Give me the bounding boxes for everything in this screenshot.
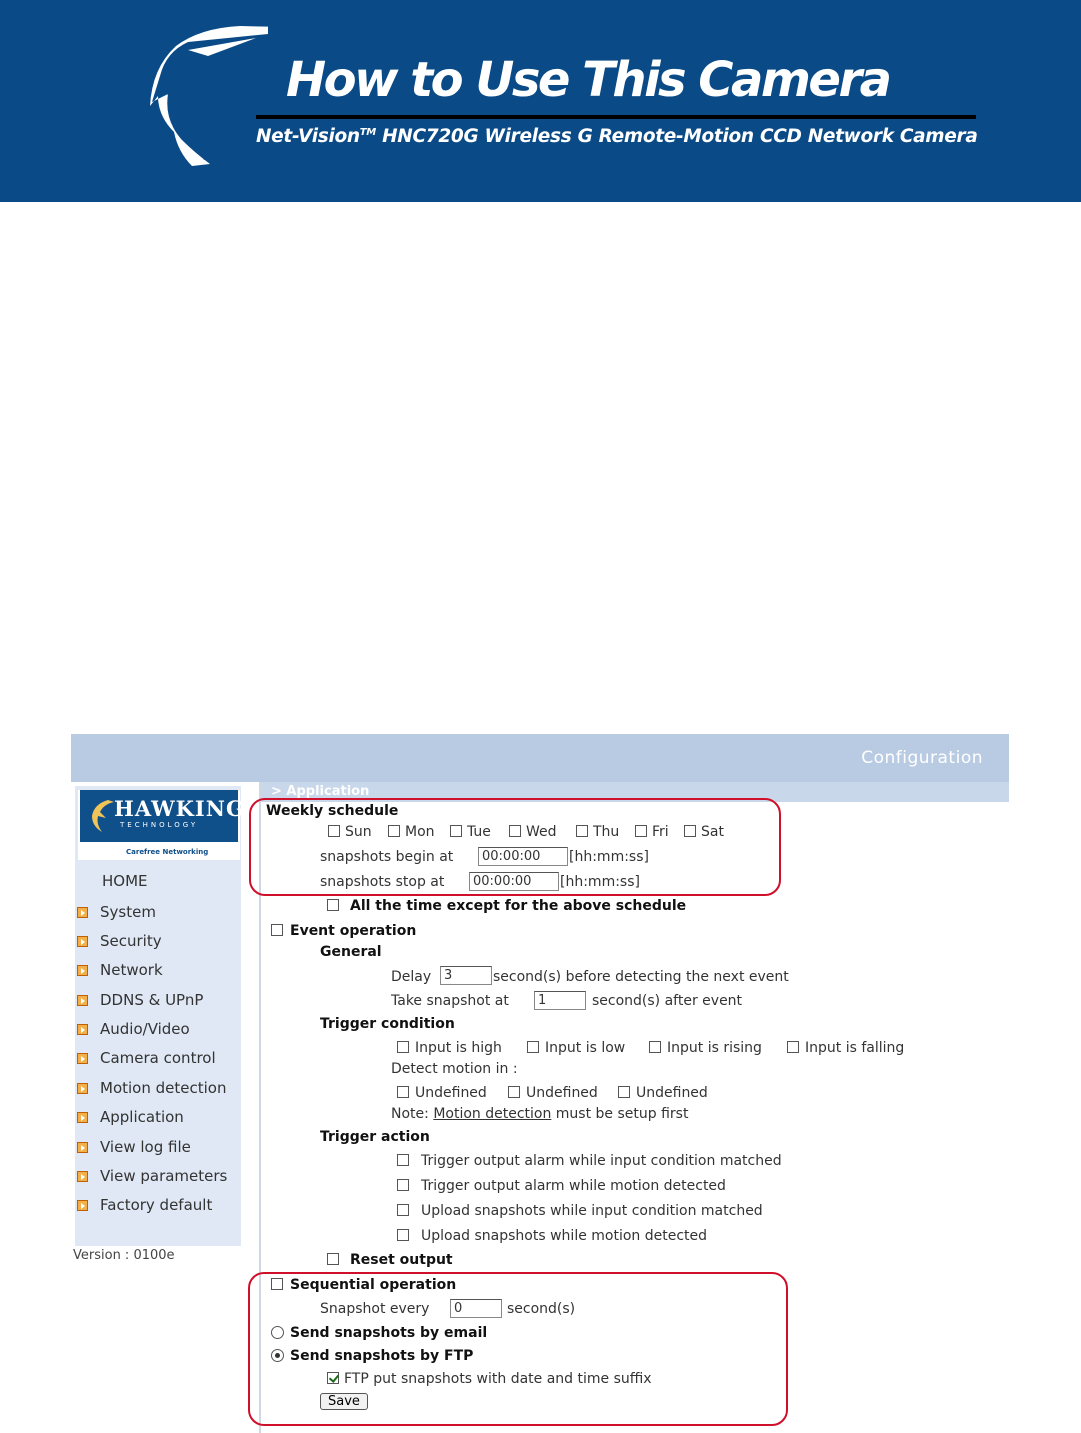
day-label: Tue <box>467 824 491 840</box>
brand-box <box>80 790 245 842</box>
checkbox-event-operation[interactable] <box>271 924 283 936</box>
detect-motion-label: Detect motion in : <box>391 1061 518 1077</box>
banner-rule <box>256 115 976 119</box>
window-label: Undefined <box>636 1085 708 1101</box>
input-rising-label: Input is rising <box>667 1040 762 1056</box>
nav-motion-detection[interactable] <box>77 1078 226 1098</box>
nav-label: Network <box>100 961 163 979</box>
banner-title: How to Use This Camera <box>286 52 890 108</box>
checkbox-except-schedule[interactable] <box>327 899 339 911</box>
checkbox-window-2[interactable] <box>508 1086 520 1098</box>
nav-ddns-upnp[interactable] <box>77 990 203 1010</box>
delay-input[interactable] <box>440 966 492 985</box>
document-banner <box>0 0 1081 202</box>
weekly-schedule-heading: Weekly schedule <box>266 803 399 819</box>
trigger-condition-heading: Trigger condition <box>320 1016 455 1032</box>
arrow-bullet-icon <box>77 936 88 947</box>
hawk-mini-icon <box>88 798 114 834</box>
note-prefix: Note: <box>391 1106 434 1122</box>
nav-camera-control[interactable] <box>77 1048 216 1068</box>
input-falling-label: Input is falling <box>805 1040 905 1056</box>
version-label: Version : 0100e <box>73 1248 175 1263</box>
nav-label: Audio/Video <box>100 1020 190 1038</box>
save-button[interactable]: Save <box>320 1393 368 1410</box>
nav-label: View parameters <box>100 1167 228 1185</box>
nav-system[interactable] <box>77 902 156 922</box>
nav-label: System <box>100 903 156 921</box>
snapshot-at-suffix: second(s) after event <box>592 993 743 1009</box>
nav-label: Application <box>100 1108 184 1126</box>
day-label: Wed <box>526 824 557 840</box>
arrow-bullet-icon <box>77 1083 88 1094</box>
nav-network[interactable] <box>77 960 163 980</box>
send-ftp-label: Send snapshots by FTP <box>290 1348 474 1364</box>
nav-label: Security <box>100 932 162 950</box>
nav-application[interactable] <box>77 1107 184 1127</box>
checkbox-reset-output[interactable] <box>327 1253 339 1265</box>
sequential-operation-heading: Sequential operation <box>290 1277 457 1293</box>
day-label: Sun <box>345 824 372 840</box>
nav-view-log-file[interactable] <box>77 1137 191 1157</box>
nav-label: DDNS & UPnP <box>100 991 204 1009</box>
snapshot-every-label: Snapshot every <box>320 1301 430 1317</box>
nav-home[interactable]: HOME <box>102 872 148 890</box>
checkbox-input-falling[interactable] <box>787 1041 799 1053</box>
nav-audio-video[interactable] <box>77 1019 190 1039</box>
breadcrumb: > Application <box>271 784 370 799</box>
checkbox-window-3[interactable] <box>618 1086 630 1098</box>
nav-label: View log file <box>100 1138 191 1156</box>
time-format-label: [hh:mm:ss] <box>569 849 649 865</box>
arrow-bullet-icon <box>77 1142 88 1153</box>
window-label: Undefined <box>526 1085 598 1101</box>
except-schedule-label: All the time except for the above schedule <box>350 898 687 914</box>
nav-label: Factory default <box>100 1196 213 1214</box>
brand-name: HAWKING <box>114 796 245 821</box>
top-bar <box>71 734 1009 782</box>
input-low-label: Input is low <box>545 1040 626 1056</box>
hawking-logo <box>78 790 245 860</box>
time-format-label: [hh:mm:ss] <box>560 874 640 890</box>
arrow-bullet-icon <box>77 1200 88 1211</box>
arrow-bullet-icon <box>77 907 88 918</box>
nav-security[interactable] <box>77 931 162 951</box>
checkbox-window-1[interactable] <box>397 1086 409 1098</box>
config-screenshot <box>71 734 1009 1433</box>
day-label: Fri <box>652 824 669 840</box>
arrow-bullet-icon <box>77 965 88 976</box>
ftp-suffix-label: FTP put snapshots with date and time suffix <box>344 1371 652 1387</box>
checkbox-upload-input[interactable] <box>397 1204 409 1216</box>
stop-label: snapshots stop at <box>320 874 445 890</box>
product-brand: Net-Vision <box>256 126 360 147</box>
checkbox-upload-motion[interactable] <box>397 1229 409 1241</box>
action-label: Trigger output alarm while motion detected <box>421 1178 726 1194</box>
configuration-label: Configuration <box>861 748 983 768</box>
snapshot-at-input[interactable] <box>534 991 586 1010</box>
nav-label: Camera control <box>100 1049 216 1067</box>
event-operation-heading: Event operation <box>290 923 417 939</box>
nav-label: Motion detection <box>100 1079 227 1097</box>
arrow-bullet-icon <box>77 1053 88 1064</box>
nav-view-parameters[interactable] <box>77 1166 227 1186</box>
day-label: Mon <box>405 824 435 840</box>
trigger-action-heading: Trigger action <box>320 1129 430 1145</box>
delay-suffix: second(s) before detecting the next event <box>493 969 789 985</box>
checkbox-alarm-motion[interactable] <box>397 1179 409 1191</box>
day-label: Sat <box>701 824 724 840</box>
trademark-mark: TM <box>359 126 376 138</box>
hawk-logo-icon <box>148 24 268 170</box>
day-label: Thu <box>593 824 620 840</box>
action-label: Trigger output alarm while input condition matched <box>421 1153 782 1169</box>
checkbox-input-rising[interactable] <box>649 1041 661 1053</box>
snapshot-at-label: Take snapshot at <box>391 993 509 1009</box>
motion-detection-link[interactable]: Motion detection <box>433 1106 552 1122</box>
highlight-weekly-schedule <box>249 798 781 896</box>
motion-note <box>391 1106 688 1122</box>
brand-sub: TECHNOLOGY <box>120 821 199 829</box>
snapshot-every-suffix: second(s) <box>507 1301 576 1317</box>
product-description: HNC720G Wireless G Remote-Motion CCD Network Camera <box>375 126 978 147</box>
brand-tagline: Carefree Networking <box>126 848 209 856</box>
banner-subtitle <box>256 126 978 147</box>
reset-output-label: Reset output <box>350 1252 453 1268</box>
begin-label: snapshots begin at <box>320 849 454 865</box>
send-email-label: Send snapshots by email <box>290 1325 488 1341</box>
window-label: Undefined <box>415 1085 487 1101</box>
action-label: Upload snapshots while input condition matched <box>421 1203 763 1219</box>
note-suffix: must be setup first <box>551 1106 689 1122</box>
action-label: Upload snapshots while motion detected <box>421 1228 708 1244</box>
arrow-bullet-icon <box>77 995 88 1006</box>
nav-factory-default[interactable] <box>77 1195 212 1215</box>
general-heading: General <box>320 944 382 960</box>
checkbox-input-high[interactable] <box>397 1041 409 1053</box>
arrow-bullet-icon <box>77 1171 88 1182</box>
arrow-bullet-icon <box>77 1024 88 1035</box>
checkbox-input-low[interactable] <box>527 1041 539 1053</box>
arrow-bullet-icon <box>77 1112 88 1123</box>
input-high-label: Input is high <box>415 1040 502 1056</box>
highlight-sequential-operation <box>248 1272 788 1426</box>
delay-label: Delay <box>391 969 432 985</box>
checkbox-alarm-input[interactable] <box>397 1154 409 1166</box>
